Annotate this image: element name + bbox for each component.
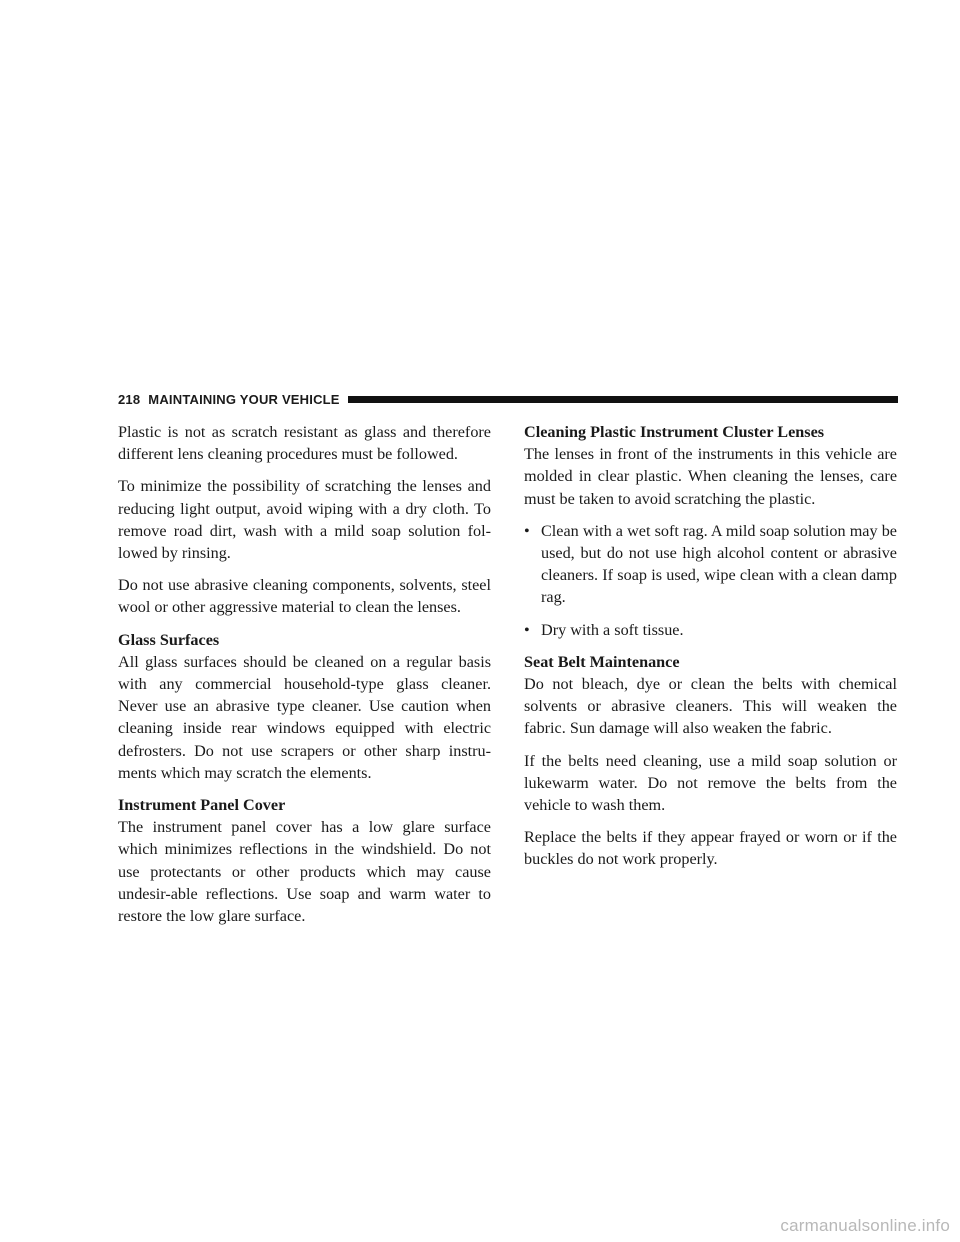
seat-belt-heading: Seat Belt Maintenance: [524, 652, 680, 671]
bullet-text: Dry with a soft tissue.: [541, 620, 684, 639]
bullet-text: Clean with a wet soft rag. A mild soap solution may be used, but do not use high alcohol content or abrasive cleaners. If soap is used, wipe clean with a clean damp rag.: [541, 521, 897, 607]
instrument-panel-body: The instrument panel cover has a low glare surface which minimizes reflections in the windshield. Do not use protectants or other products which may cause undesir-able reflections. Use soap and warm water to restore the low glare surface.: [118, 818, 491, 926]
instrument-panel-heading: Instrument Panel Cover: [118, 796, 286, 815]
glass-surfaces-body: All glass surfaces should be cleaned on a regular basis with any commercial household-type glass cleaner. Never use an abrasive type cleaner. Use caution when cleaning inside rear windows equipped with electric defrosters. Do not use scrapers or other sharp instru-ments which may scratch the elements.: [118, 652, 491, 782]
intro-paragraph-3: Do not use abrasive cleaning components, solvents, steel wool or other aggressive material to clean the lenses.: [118, 576, 491, 617]
seat-belt-paragraph-3: Replace the belts if they appear frayed or worn or if the buckles do not work properly.: [524, 828, 897, 869]
section-title: MAINTAINING YOUR VEHICLE: [148, 391, 340, 407]
intro-paragraph-2: To minimize the possibility of scratching the lenses and reducing light output, avoid wiping with a dry cloth. To remove road dirt, wash with a mild soap solution fol-lowed by rinsing.: [118, 477, 491, 563]
cleaning-bullet-list: [524, 520, 897, 641]
right-column: [524, 421, 897, 881]
seat-belt-paragraph-1: Do not bleach, dye or clean the belts with chemical solvents or abrasive cleaners. This will weaken the fabric. Sun damage will also weaken the fabric.: [524, 675, 897, 738]
bullet-icon: •: [524, 521, 530, 540]
cluster-lenses-heading: Cleaning Plastic Instrument Cluster Lenses: [524, 423, 825, 441]
glass-surfaces-heading: Glass Surfaces: [118, 630, 220, 649]
left-column: [118, 421, 491, 937]
bullet-icon: •: [524, 620, 530, 639]
page-number: 218: [118, 391, 141, 407]
list-item: [524, 619, 897, 641]
header-rule: [348, 396, 898, 403]
cluster-lenses-body: The lenses in front of the instruments in this vehicle are molded in clear plastic. When cleaning the lenses, care must be taken to avoid scratching the plastic.: [524, 445, 897, 508]
page-header: [118, 389, 898, 409]
list-item: [524, 520, 897, 609]
watermark: carmanualsonline.info: [780, 1216, 950, 1235]
intro-paragraph-1: Plastic is not as scratch resistant as glass and therefore different lens cleaning procedures must be followed.: [118, 423, 491, 464]
seat-belt-paragraph-2: If the belts need cleaning, use a mild soap solution or lukewarm water. Do not remove the belts from the vehicle to wash them.: [524, 751, 897, 815]
